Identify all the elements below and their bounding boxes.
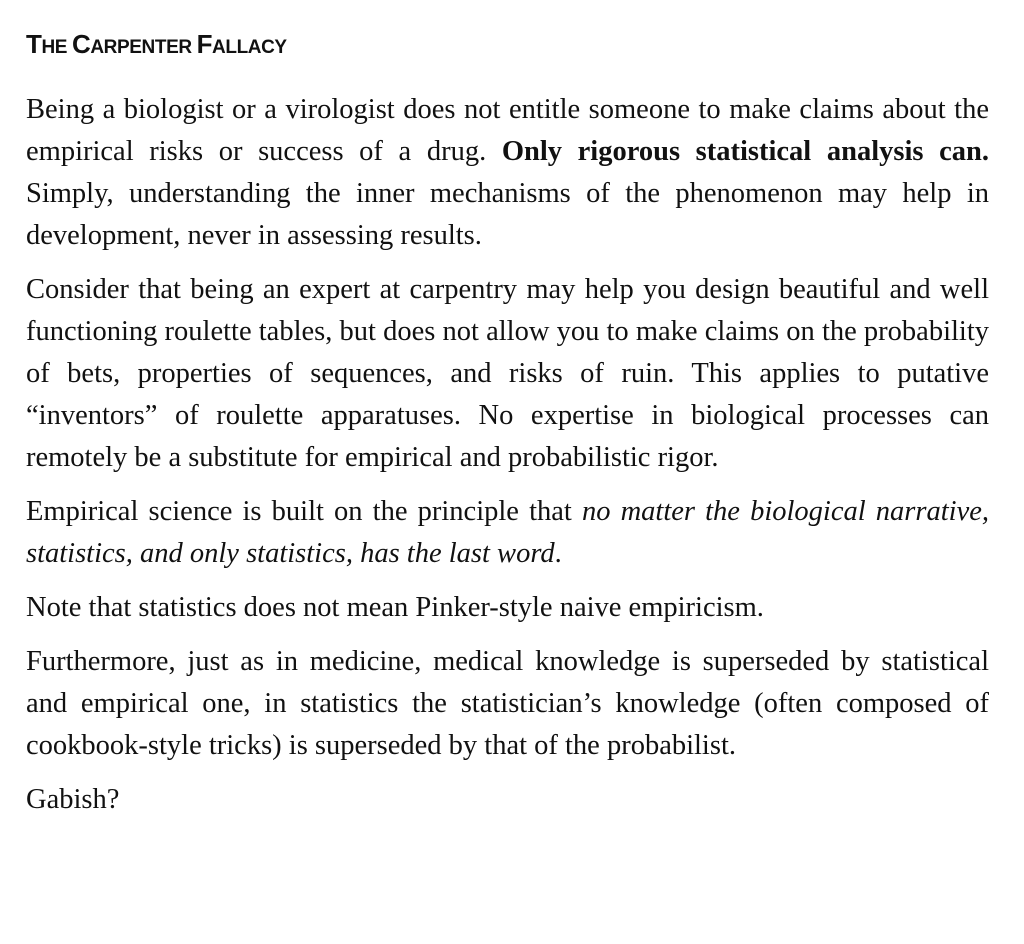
document-page — [26, 26, 989, 833]
p3-italic-principle: no matter the biological narrative, statistics, and only statistics, has the last word — [26, 496, 989, 569]
paragraph-empirical-science — [26, 491, 989, 575]
p3-text-after: . — [554, 538, 562, 569]
paragraph-pinker-note: Note that statistics does not mean Pinker-style naive empiricism. — [26, 592, 764, 623]
title-smallcaps-he: HE — [41, 37, 72, 58]
paragraph-probabilist: Furthermore, just as in medicine, medical knowledge is superseded by statistical and empirical one, in statistics the statistician’s knowledge (often composed of cookbook-style tricks) is superseded by that of the probabilist. — [26, 646, 989, 761]
title-initial-f: F — [196, 29, 213, 59]
paragraph-biologist-claims — [26, 89, 989, 257]
p3-text-before: Empirical science is built on the principle that — [26, 496, 582, 527]
title-initial-t: T — [26, 29, 42, 59]
title-smallcaps-arpenter: ARPENTER — [90, 37, 197, 58]
paragraph-gabish: Gabish? — [26, 784, 120, 815]
paragraph-carpentry-analogy: Consider that being an expert at carpentry may help you design beautiful and well functioning roulette tables, but does not allow you to make claims on the probability of bets, properties of sequences, and risks of ruin. This applies to putative “inventors” of roulette apparatuses. No expertise in biological processes can remotely be a substitute for empirical and probabilistic rigor. — [26, 274, 989, 473]
p1-text-after: Simply, understanding the inner mechanisms of the phenomenon may help in development, never in assessing results. — [26, 178, 989, 251]
p1-bold-statement: Only rigorous statistical analysis can. — [501, 136, 989, 167]
title-smallcaps-allacy: ALLACY — [212, 37, 287, 58]
title-initial-c: C — [71, 29, 91, 59]
section-title — [26, 26, 989, 66]
p1-text-before: Being a biologist or a virologist does not entitle someone to make claims about the empirical risks or success of a drug. — [26, 94, 989, 167]
